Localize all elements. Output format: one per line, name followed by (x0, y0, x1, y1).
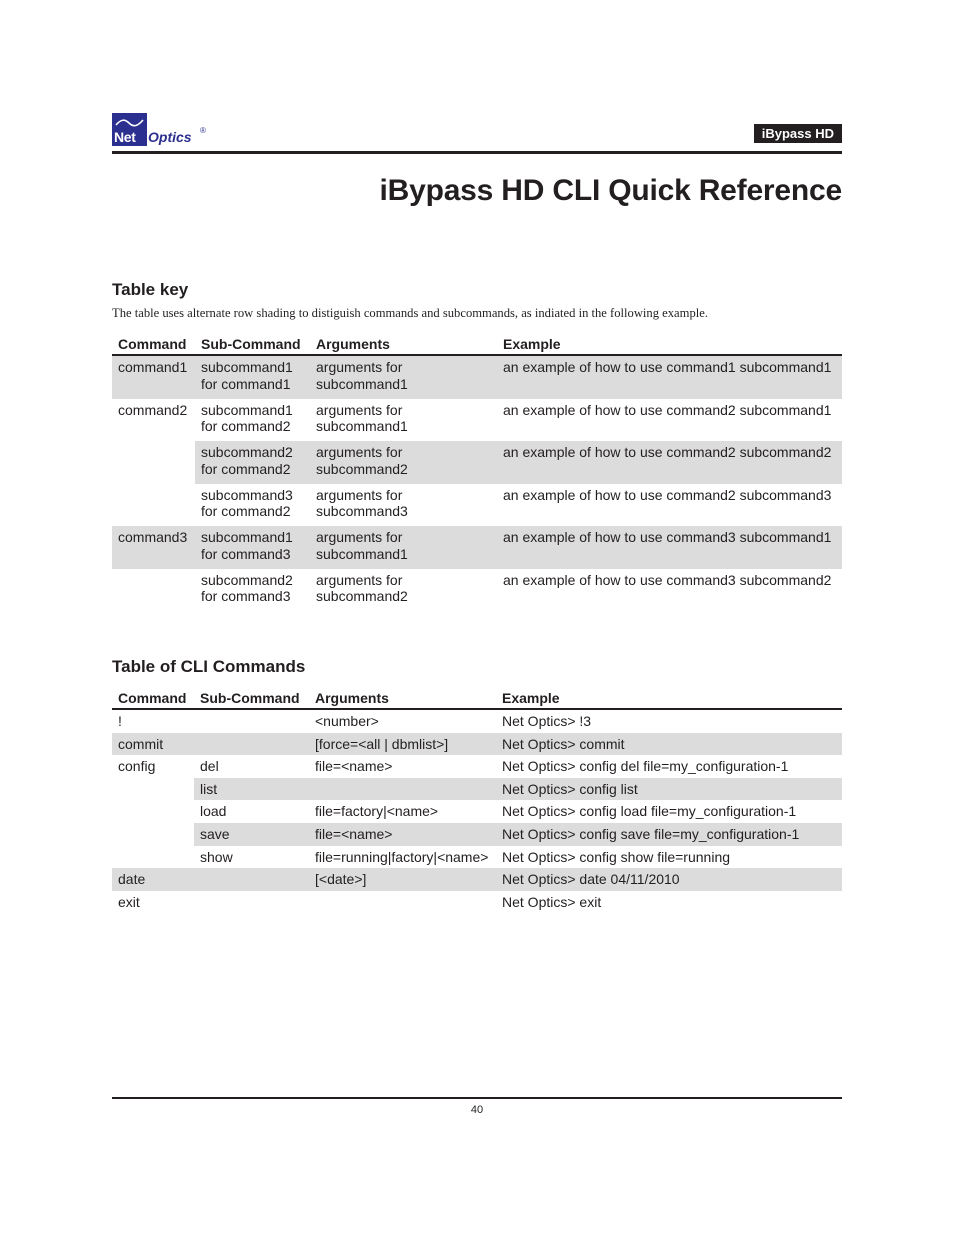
column-header: Command (112, 330, 195, 355)
arguments-cell: file=running|factory|<name> (315, 848, 489, 865)
example-cell: Net Optics> date 04/11/2010 (502, 871, 680, 888)
subcommand-cell: list (194, 778, 309, 801)
cell-line: subcommand1 (316, 545, 408, 562)
example-cell: Net Optics> commit (502, 735, 625, 752)
example-cell: Net Optics> config load file=my_configuration-1 (502, 803, 797, 820)
subcommand-cell (195, 484, 310, 527)
table-row (112, 891, 842, 914)
example-cell: an example of how to use command2 subcommand2 (497, 441, 842, 484)
cell-line: subcommand2 (316, 588, 408, 604)
subcommand-cell (195, 399, 310, 442)
logo-mark (112, 113, 147, 146)
product-badge: iBypass HD (754, 124, 842, 143)
subcommand-cell (194, 868, 309, 891)
footer-rule (112, 1097, 842, 1099)
command-cell: config (118, 758, 156, 775)
command-cell (112, 823, 194, 846)
arguments-cell: [force=<all | dbmlist>] (315, 735, 449, 752)
cell-line: subcommand1 (201, 529, 293, 545)
arguments-cell (310, 484, 497, 527)
cell-line: arguments for (316, 571, 403, 588)
subcommand-cell: del (200, 758, 219, 775)
example-cell: Net Optics> config del file=my_configuration-1 (502, 758, 789, 775)
cli-table-heading: Table of CLI Commands (112, 657, 306, 676)
logo-net-text: Net (114, 129, 136, 145)
subcommand-cell: save (194, 823, 309, 846)
example-cell: Net Optics> exit (502, 893, 602, 910)
table-key-heading: Table key (112, 280, 189, 299)
example-cell: Net Optics> config show file=running (502, 848, 731, 865)
cell-line: subcommand3 (201, 486, 293, 503)
cell-line: subcommand1 (201, 401, 293, 418)
table-row (112, 569, 842, 612)
command-cell (112, 800, 194, 823)
cell-line: subcommand2 (316, 460, 408, 477)
arguments-cell: [<date>] (315, 871, 367, 888)
arguments-cell (310, 399, 497, 442)
arguments-cell (310, 569, 497, 612)
table-row (112, 800, 842, 823)
registered-mark: ® (200, 126, 206, 135)
arguments-cell: <number> (315, 713, 379, 729)
command-cell (112, 846, 194, 869)
example-cell: Net Optics> config save file=my_configuration-1 (496, 823, 842, 846)
example-cell: an example of how to use command3 subcommand2 (503, 571, 832, 588)
page-title: iBypass HD CLI Quick Reference (379, 174, 842, 207)
arguments-cell: file=<name> (309, 823, 496, 846)
table-row (112, 755, 842, 778)
command-cell (112, 778, 194, 801)
example-cell: an example of how to use command1 subcommand1 (497, 355, 842, 399)
arguments-cell (310, 441, 497, 484)
subcommand-cell (195, 355, 310, 399)
table-row (112, 778, 842, 801)
column-header: Arguments (309, 686, 496, 709)
command-cell: ! (118, 713, 122, 729)
table-row (112, 484, 842, 527)
header-rule (112, 151, 842, 154)
arguments-cell (309, 891, 496, 914)
logo-optics-text: Optics (148, 129, 192, 145)
arguments-cell: file=factory|<name> (315, 803, 439, 820)
cell-line: arguments for (316, 401, 403, 418)
example-cell: an example of how to use command2 subcommand3 (503, 486, 832, 503)
arguments-cell (310, 355, 497, 399)
subcommand-cell (195, 569, 310, 612)
column-header: Example (496, 686, 842, 709)
arguments-cell (310, 526, 497, 569)
table-row (112, 823, 842, 846)
subcommand-cell: load (200, 803, 227, 820)
table-row (112, 355, 842, 399)
column-header: Example (497, 330, 842, 355)
cell-line: arguments for (316, 529, 403, 545)
arguments-cell (309, 778, 496, 801)
command-cell (112, 569, 195, 612)
cli-commands-table (112, 686, 842, 913)
table-key (112, 330, 842, 611)
command-cell: commit (118, 735, 164, 752)
table-row (112, 399, 842, 442)
column-header: Command (112, 686, 194, 709)
table-row (112, 526, 842, 569)
command-cell (112, 441, 195, 484)
subcommand-cell (195, 441, 310, 484)
net-optics-logo (112, 113, 252, 149)
cell-line: for command3 (201, 545, 291, 562)
cell-line: subcommand2 (201, 571, 293, 588)
cell-line: for command1 (201, 375, 291, 392)
command-cell: command3 (112, 526, 195, 569)
page-number: 40 (470, 1104, 484, 1116)
table-row (112, 868, 842, 891)
example-cell: an example of how to use command2 subcommand1 (503, 401, 832, 418)
command-cell: command1 (112, 355, 195, 399)
column-header: Arguments (310, 330, 497, 355)
subcommand-cell (194, 733, 309, 756)
table-header-row (112, 330, 842, 355)
command-cell (112, 484, 195, 527)
command-cell: date (118, 871, 146, 888)
cell-line: for command2 (201, 418, 291, 434)
table-key-intro: The table uses alternate row shading to distiguish commands and subcommands, as indiated in the following example. (112, 306, 708, 320)
subcommand-cell (194, 891, 309, 914)
example-cell: Net Optics> config list (496, 778, 842, 801)
cell-line: for command2 (201, 503, 291, 519)
cell-line: arguments for (316, 359, 403, 375)
table-row (112, 846, 842, 869)
cell-line: subcommand1 (316, 375, 408, 392)
wave-icon (115, 117, 144, 129)
table-row (112, 709, 842, 733)
subcommand-cell (195, 526, 310, 569)
command-cell: exit (118, 893, 140, 910)
table-row (112, 733, 842, 756)
cell-line: for command3 (201, 588, 291, 604)
subcommand-cell: show (200, 848, 233, 865)
arguments-cell: file=<name> (315, 758, 393, 775)
column-header: Sub-Command (195, 330, 310, 355)
cell-line: subcommand1 (316, 418, 408, 434)
example-cell: an example of how to use command3 subcommand1 (497, 526, 842, 569)
cell-line: subcommand1 (201, 359, 293, 375)
example-cell: Net Optics> !3 (502, 713, 592, 729)
cell-line: subcommand3 (316, 503, 408, 519)
table-row (112, 441, 842, 484)
cell-line: arguments for (316, 486, 403, 503)
table-header-row (112, 686, 842, 709)
command-cell: command2 (118, 401, 188, 418)
subcommand-cell (194, 709, 309, 733)
column-header: Sub-Command (194, 686, 309, 709)
cell-line: arguments for (316, 444, 403, 460)
cell-line: subcommand2 (201, 444, 293, 460)
cell-line: for command2 (201, 460, 291, 477)
